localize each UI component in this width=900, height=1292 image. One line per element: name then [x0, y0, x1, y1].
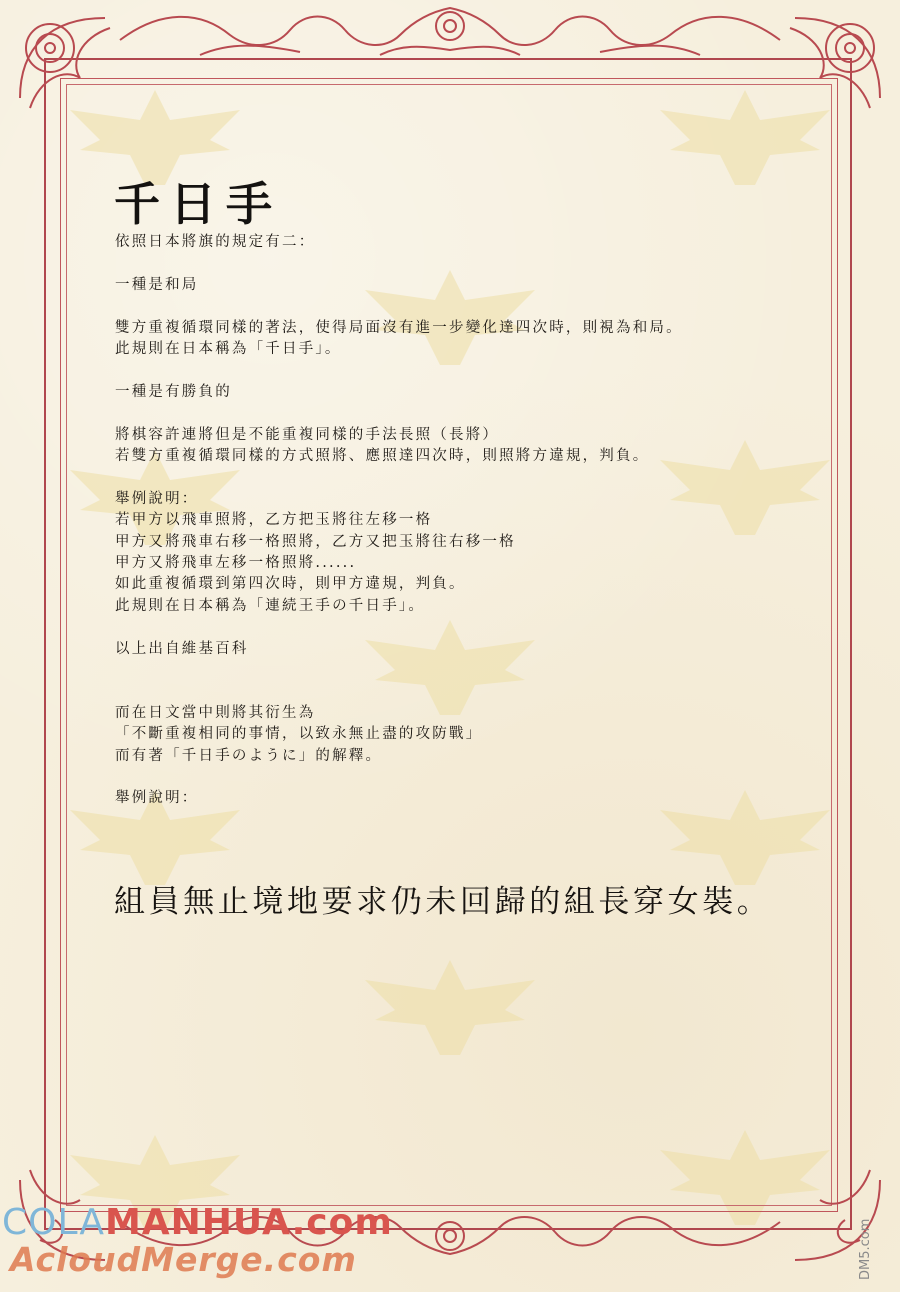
top-flourish-ornament	[0, 0, 900, 66]
site-watermark-dm5: DM5.com	[858, 1218, 873, 1280]
text-line: 以上出自維基百科	[115, 640, 249, 657]
text-line: 若甲方以飛車照將，乙方把玉將往左移一格	[115, 512, 433, 529]
text-line: 舉例說明：	[115, 790, 199, 807]
text-line: 雙方重複循環同樣的著法，使得局面沒有進一步變化達四次時，則視為和局。	[115, 319, 683, 336]
flourish-ornament-icon	[780, 8, 890, 118]
text-line: 依照日本將旗的規定有二：	[115, 234, 316, 250]
watermark-manhua: MANHUA	[104, 1202, 292, 1243]
text-line: 若雙方重複循環同樣的方式照將、應照達四次時，則照將方違規，判負。	[115, 448, 650, 464]
text-line: 而在日文當中則將其衍生為	[115, 704, 316, 721]
text-line: 甲方又將飛車左移一格照將......	[115, 555, 357, 572]
site-watermark-acloudmerge: AcloudMerge.com	[10, 1240, 357, 1279]
text-line: 「不斷重複相同的事情，以致永無止盡的攻防戰」	[115, 726, 483, 743]
text-line: 將棋容許連將但是不能重複同樣的手法長照（長將）	[115, 426, 500, 443]
site-watermark-colamanhua	[2, 1202, 393, 1243]
page-title: 千日手	[114, 177, 282, 231]
text-line: 如此重複循環到第四次時，則甲方違規，判負。	[115, 576, 466, 593]
text-line: 此規則在日本稱為「千日手」。	[115, 341, 342, 357]
text-line: 而有著「千日手のように」的解釋。	[115, 747, 383, 764]
watermark-cola: COLA	[2, 1202, 105, 1243]
flourish-ornament-icon	[10, 8, 120, 118]
document-body	[115, 232, 775, 810]
text-line: 一種是有勝負的	[115, 383, 232, 400]
text-line: 此規則在日本稱為「連続王手の千日手」。	[115, 597, 426, 614]
text-line: 舉例說明：	[115, 490, 199, 507]
text-line: 甲方又將飛車右移一格照將，乙方又把玉將往右移一格	[115, 533, 516, 550]
text-line: 一種是和局	[115, 276, 199, 293]
highlight-line: 組員無止境地要求仍未回歸的組長穿女裝。	[114, 884, 772, 920]
watermark-com: .com	[291, 1202, 393, 1243]
